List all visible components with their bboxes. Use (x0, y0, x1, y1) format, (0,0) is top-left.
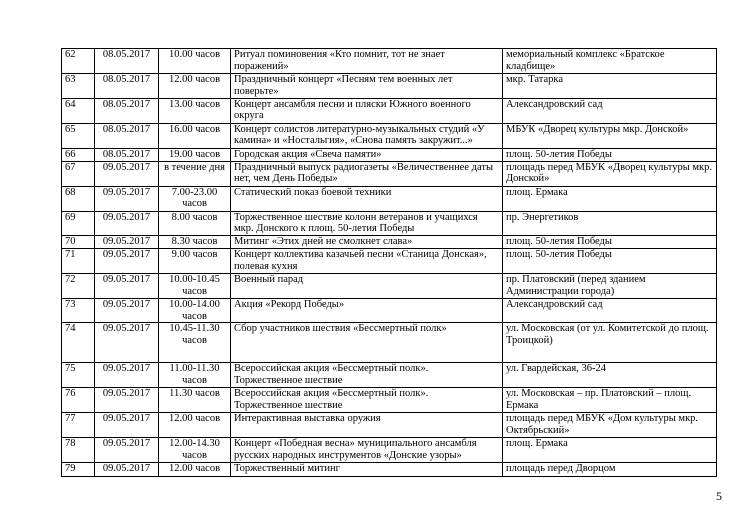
row-number: 79 (62, 462, 95, 476)
row-time: 10.00-14.00 часов (159, 298, 231, 323)
table-row (62, 298, 717, 323)
row-time: 7.00-23.00 часов (159, 186, 231, 211)
row-date: 09.05.2017 (95, 298, 159, 323)
row-date: 09.05.2017 (95, 211, 159, 236)
row-place: площ. Ермака (503, 186, 717, 211)
row-time: в течение дня (159, 161, 231, 186)
row-event: Ритуал поминовения «Кто помнит, тот не знает поражений» (231, 49, 503, 74)
row-date: 09.05.2017 (95, 437, 159, 462)
row-place: ул. Московская (от ул. Комитетской до площ. Троицкой) (503, 323, 717, 363)
row-date: 09.05.2017 (95, 161, 159, 186)
row-place: пр. Платовский (перед зданием Администрации города) (503, 273, 717, 298)
row-number: 63 (62, 74, 95, 99)
row-number: 66 (62, 148, 95, 161)
row-event: Торжественное шествие колонн ветеранов и учащихся мкр. Донского к площ. 50-летия Победы (231, 211, 503, 236)
row-time: 11.00-11.30 часов (159, 363, 231, 388)
row-place: площ. Ермака (503, 437, 717, 462)
row-place: ул. Московская – пр. Платовский – площ. Ермака (503, 387, 717, 412)
row-time: 8.30 часов (159, 236, 231, 249)
row-place: площадь перед Дворцом (503, 462, 717, 476)
row-place: мкр. Татарка (503, 74, 717, 99)
row-place: площ. 50-летия Победы (503, 249, 717, 274)
row-number: 77 (62, 412, 95, 437)
row-time: 12.00 часов (159, 462, 231, 476)
row-event: Концерт солистов литературно-музыкальных студий «У камина» и «Ностальгия», «Снова память закружит...» (231, 123, 503, 148)
row-date: 08.05.2017 (95, 98, 159, 123)
row-place: мемориальный комплекс «Братское кладбище» (503, 49, 717, 74)
schedule-table-body (62, 49, 717, 477)
row-date: 09.05.2017 (95, 186, 159, 211)
row-place: площ. 50-летия Победы (503, 236, 717, 249)
row-time: 12.00-14.30 часов (159, 437, 231, 462)
row-time: 16.00 часов (159, 123, 231, 148)
row-date: 08.05.2017 (95, 49, 159, 74)
row-event: Праздничный концерт «Песням тем военных лет поверьте» (231, 74, 503, 99)
row-place: площадь перед МБУК «Дом культуры мкр. Октябрьский» (503, 412, 717, 437)
row-place: МБУК «Дворец культуры мкр. Донской» (503, 123, 717, 148)
table-row (62, 74, 717, 99)
table-row (62, 412, 717, 437)
row-event: Праздничный выпуск радиогазеты «Величественнее даты нет, чем День Победы» (231, 161, 503, 186)
row-event: Сбор участников шествия «Бессмертный полк» (231, 323, 503, 363)
row-time: 12.00 часов (159, 412, 231, 437)
row-number: 78 (62, 437, 95, 462)
row-time: 12.00 часов (159, 74, 231, 99)
table-row (62, 186, 717, 211)
row-number: 71 (62, 249, 95, 274)
table-row (62, 462, 717, 476)
row-time: 11.30 часов (159, 387, 231, 412)
table-row (62, 273, 717, 298)
row-time: 10.00 часов (159, 49, 231, 74)
row-time: 8.00 часов (159, 211, 231, 236)
row-number: 65 (62, 123, 95, 148)
table-row (62, 363, 717, 388)
table-row (62, 98, 717, 123)
row-event: Статический показ боевой техники (231, 186, 503, 211)
table-row (62, 437, 717, 462)
row-place: площ. 50-летия Победы (503, 148, 717, 161)
table-row (62, 148, 717, 161)
row-event: Торжественный митинг (231, 462, 503, 476)
row-place: Александровский сад (503, 298, 717, 323)
row-number: 68 (62, 186, 95, 211)
row-number: 62 (62, 49, 95, 74)
table-row (62, 387, 717, 412)
row-number: 64 (62, 98, 95, 123)
row-event: Всероссийская акция «Бессмертный полк». Торжественное шествие (231, 363, 503, 388)
row-number: 69 (62, 211, 95, 236)
table-row (62, 123, 717, 148)
row-event: Интерактивная выставка оружия (231, 412, 503, 437)
row-date: 09.05.2017 (95, 387, 159, 412)
schedule-table (61, 48, 717, 477)
row-number: 67 (62, 161, 95, 186)
row-number: 73 (62, 298, 95, 323)
row-number: 74 (62, 323, 95, 363)
row-event: Военный парад (231, 273, 503, 298)
row-time: 10.00-10.45 часов (159, 273, 231, 298)
row-number: 70 (62, 236, 95, 249)
table-row (62, 161, 717, 186)
row-date: 09.05.2017 (95, 236, 159, 249)
row-date: 09.05.2017 (95, 323, 159, 363)
table-row (62, 211, 717, 236)
row-place: пр. Энергетиков (503, 211, 717, 236)
row-time: 9.00 часов (159, 249, 231, 274)
row-event: Акция «Рекорд Победы» (231, 298, 503, 323)
row-place: ул. Гвардейская, 36-24 (503, 363, 717, 388)
row-date: 09.05.2017 (95, 462, 159, 476)
row-event: Всероссийская акция «Бессмертный полк». Торжественное шествие (231, 387, 503, 412)
row-event: Концерт коллектива казачьей песни «Станица Донская», полевая кухня (231, 249, 503, 274)
table-row (62, 236, 717, 249)
row-event: Концерт «Победная весна» муниципального ансамбля русских народных инструментов «Донские узоры» (231, 437, 503, 462)
row-event: Концерт ансамбля песни и пляски Южного военного округа (231, 98, 503, 123)
row-place: Александровский сад (503, 98, 717, 123)
row-date: 09.05.2017 (95, 249, 159, 274)
row-event: Городская акция «Свеча памяти» (231, 148, 503, 161)
row-number: 75 (62, 363, 95, 388)
row-number: 72 (62, 273, 95, 298)
row-date: 08.05.2017 (95, 148, 159, 161)
table-row (62, 249, 717, 274)
row-place: площадь перед МБУК «Дворец культуры мкр. Донской» (503, 161, 717, 186)
row-time: 13.00 часов (159, 98, 231, 123)
row-time: 19.00 часов (159, 148, 231, 161)
page-number: 5 (716, 489, 722, 503)
row-date: 08.05.2017 (95, 123, 159, 148)
table-row (62, 49, 717, 74)
row-date: 09.05.2017 (95, 412, 159, 437)
table-row (62, 323, 717, 363)
row-number: 76 (62, 387, 95, 412)
row-date: 09.05.2017 (95, 363, 159, 388)
row-date: 08.05.2017 (95, 74, 159, 99)
row-event: Митинг «Этих дней не смолкнет слава» (231, 236, 503, 249)
row-date: 09.05.2017 (95, 273, 159, 298)
row-time: 10.45-11.30 часов (159, 323, 231, 363)
